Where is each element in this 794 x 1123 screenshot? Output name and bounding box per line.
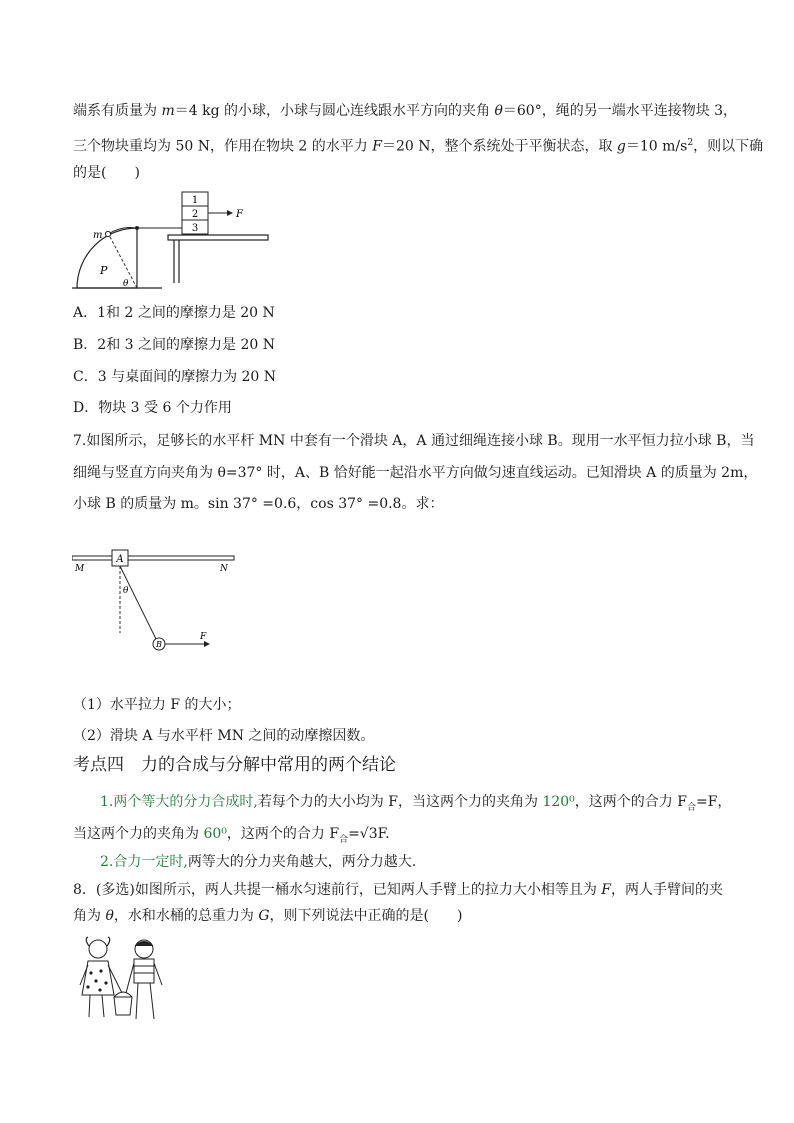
block-1-label: 1	[191, 195, 199, 206]
section-title: 考点四 力的合成与分解中常用的两个结论	[73, 755, 396, 775]
two-children-bucket-illustration	[74, 935, 170, 1027]
subscript-he: 合	[686, 802, 696, 813]
conclusion-1-text: =F，	[695, 794, 732, 810]
q6-text: ＝4 kg 的小球，小球与圆心连线跟水平方向的夹角	[174, 103, 495, 119]
q7-figure	[72, 547, 242, 655]
q6-figure	[72, 188, 272, 292]
q8-text: 角为	[73, 908, 106, 924]
conclusion-1-text: 当这两个力的夹角为	[73, 826, 204, 842]
conclusion-1-text: 若每个力的大小均为 F，当这两个力的夹角为	[257, 794, 543, 810]
P-label: P	[100, 264, 108, 277]
conclusion-2-heading: 2.合力一定时,	[100, 854, 188, 870]
angle-60: 60⁰	[203, 826, 227, 842]
q8-text: ，则下列说法中正确的是( )	[269, 908, 463, 924]
q8-text: ，水和水桶的总重力为	[113, 908, 259, 924]
q6-var-g: g	[616, 138, 626, 155]
end-N-label: N	[220, 564, 228, 574]
conclusion-1-cont	[73, 824, 390, 850]
mass-m-label: m	[93, 230, 103, 241]
q6-option-a: A．1和 2 之间的摩擦力是 20 N	[73, 305, 275, 321]
q7-line-3: 小球 B 的质量为 m。sin 37° =0.6，cos 37° =0.8。求：	[73, 496, 444, 512]
force-F-label: F	[236, 209, 243, 220]
conclusion-1-text: ，这两个的合力 F	[226, 826, 340, 842]
q6-line-2	[73, 133, 763, 157]
q7-line-2: 细绳与竖直方向夹角为 θ=37° 时，A、B 恰好能一起沿水平方向做匀速直线运动。已知滑块 A 的质量为 2m，	[73, 465, 758, 481]
q6-text: ＝10 m/s	[625, 138, 688, 155]
q7-line-1: 7.如图所示，足够长的水平杆 MN 中套有一个滑块 A，A 通过细绳连接小球 B。现用一水平恒力拉小球 B，当	[73, 433, 755, 449]
q8-line-1	[73, 880, 723, 900]
q6-line-3: 的是( )	[73, 165, 140, 181]
q6-superscript: 2	[687, 138, 694, 148]
q6-option-d: D．物块 3 受 6 个力作用	[73, 400, 232, 416]
conclusion-2-text: 两等大的分力夹角越大，两分力越大.	[187, 854, 417, 870]
conclusion-2	[100, 852, 416, 872]
q8-var-F: F	[601, 882, 611, 898]
q7-sub-2: （2）滑块 A 与水平杆 MN 之间的动摩擦因数。	[73, 728, 375, 744]
q6-var-m: m	[161, 103, 175, 119]
q6-option-b: B．2和 3 之间的摩擦力是 20 N	[73, 337, 275, 353]
block-2-label: 2	[191, 209, 199, 220]
block-3-label: 3	[191, 223, 199, 234]
q8-text: 8．(多选)如图所示，两人共提一桶水匀速前行，已知两人手臂上的拉力大小相等且为	[73, 882, 602, 898]
theta-label: θ	[123, 279, 129, 289]
q6-text: 端系有质量为	[73, 103, 162, 119]
angle-120: 120⁰	[542, 794, 575, 810]
q8-line-2	[73, 906, 462, 926]
q6-option-c: C．3 与桌面间的摩擦力为 20 N	[73, 369, 277, 385]
q7-theta-label: θ	[123, 586, 129, 596]
q7-sub-1: （1）水平拉力 F 的大小；	[73, 697, 241, 713]
slider-A-label: A	[116, 554, 124, 565]
q7-force-F-label: F	[200, 632, 207, 642]
q8-var-G: G	[258, 908, 270, 924]
conclusion-1-text: =√3F.	[348, 826, 390, 842]
end-M-label: M	[75, 564, 85, 574]
q8-var-theta: θ	[105, 908, 114, 924]
q6-var-F: F	[372, 138, 382, 155]
conclusion-1	[100, 792, 731, 818]
subscript-he: 合	[339, 834, 349, 845]
q8-text: ，两人手臂间的夹	[611, 882, 723, 898]
q6-var-theta: θ	[494, 103, 503, 119]
conclusion-1-heading: 1.两个等大的分力合成时,	[100, 794, 258, 810]
q6-text: ，则以下确	[693, 138, 764, 155]
conclusion-1-text: ，这两个的合力 F	[574, 794, 687, 810]
q6-text: ＝20 N，整个系统处于平衡状态，取	[381, 138, 617, 155]
q6-text: ＝60°，绳的另一端水平连接物块 3，	[502, 103, 738, 119]
q6-text: 三个物块重均为 50 N，作用在物块 2 的水平力	[73, 138, 373, 155]
q6-line-1	[73, 101, 737, 121]
ball-B-label: B	[156, 640, 162, 649]
